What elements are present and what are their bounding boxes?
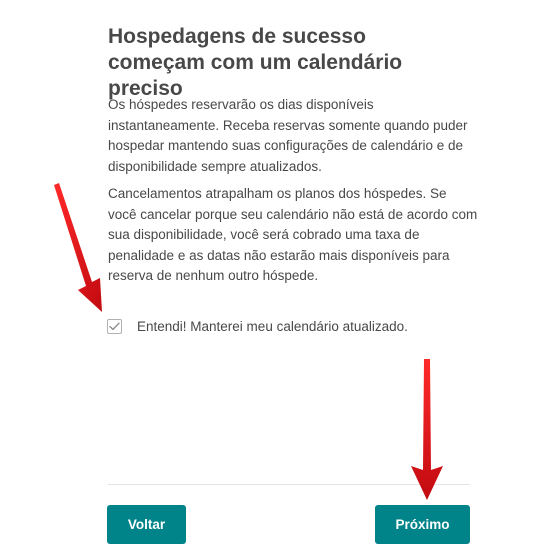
red-arrow-icon <box>408 358 446 501</box>
calendar-confirmation-checkbox[interactable] <box>107 319 122 334</box>
calendar-confirmation-option[interactable] <box>107 315 408 337</box>
info-paragraph-instant-booking: Os hóspedes reservarão os dias disponíveis instantaneamente. Receba reservas somente quando puder hospedar mantendo suas configurações de calendário e de disponibilidade sempre atualizados. <box>108 97 468 174</box>
checkmark-icon <box>109 322 120 331</box>
footer-divider <box>108 484 470 485</box>
back-button[interactable]: Voltar <box>107 505 186 544</box>
red-arrow-icon <box>48 182 110 314</box>
next-button[interactable]: Próximo <box>375 505 470 544</box>
calendar-confirmation-label: Entendi! Manterei meu calendário atualizado. <box>137 318 408 334</box>
page-title: Hospedagens de sucesso começam com um calendário preciso <box>108 25 403 100</box>
info-paragraph-cancellations: Cancelamentos atrapalham os planos dos hóspedes. Se você cancelar porque seu calendário não está de acordo com sua disponibilidade, você será cobrado uma taxa de penalidade e as datas não estarão mais disponíveis para reserva de nenhum outro hóspede. <box>108 186 478 283</box>
